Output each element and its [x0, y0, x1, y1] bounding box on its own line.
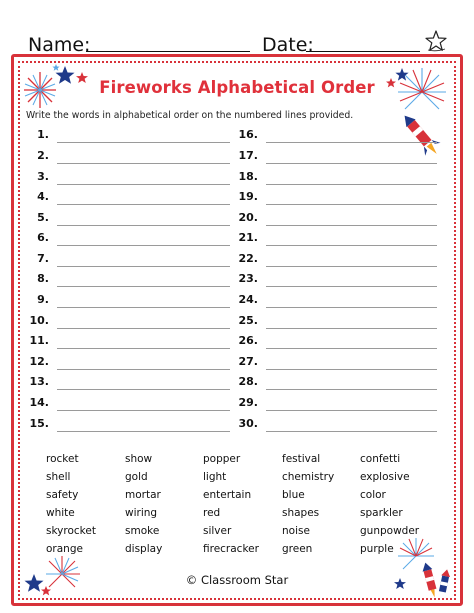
answer-line[interactable] — [238, 314, 437, 332]
word-bank-item: chemistry — [282, 471, 335, 483]
line-number: 30. — [238, 417, 258, 430]
word-bank-item: red — [203, 507, 221, 519]
footer-credit: © Classroom Star — [185, 573, 289, 587]
date-label: Date: — [262, 34, 314, 56]
answer-line[interactable] — [238, 149, 437, 167]
word-bank-item: wiring — [125, 507, 158, 519]
word-bank-item: firecracker — [203, 543, 259, 555]
date-line[interactable] — [306, 51, 420, 52]
line-number: 15. — [29, 417, 49, 430]
line-number: 18. — [238, 170, 258, 183]
line-number: 23. — [238, 272, 258, 285]
word-bank-item: shell — [46, 471, 71, 483]
line-number: 2. — [37, 149, 49, 162]
word-bank-item: confetti — [360, 453, 401, 465]
word-bank-item: color — [360, 489, 386, 501]
word-bank-item: show — [125, 453, 153, 465]
line-number: 20. — [238, 211, 258, 224]
word-bank-item: festival — [282, 453, 321, 465]
word-bank-item: sparkler — [360, 507, 403, 519]
answer-line[interactable] — [37, 170, 230, 188]
answer-line[interactable] — [238, 252, 437, 270]
word-bank-item: gold — [125, 471, 148, 483]
line-number: 29. — [238, 396, 258, 409]
line-number: 6. — [37, 231, 49, 244]
word-bank-item: shapes — [282, 507, 320, 519]
line-number: 24. — [238, 293, 258, 306]
word-bank-item: safety — [46, 489, 79, 501]
line-number: 16. — [238, 128, 258, 141]
line-number: 1. — [37, 128, 49, 141]
word-bank-item: skyrocket — [46, 525, 96, 537]
word-bank-item: blue — [282, 489, 305, 501]
answer-line[interactable] — [238, 272, 437, 290]
line-number: 5. — [37, 211, 49, 224]
name-line[interactable] — [86, 51, 250, 52]
line-number: 8. — [37, 272, 49, 285]
word-bank-item: noise — [282, 525, 310, 537]
answer-line[interactable] — [29, 417, 230, 435]
word-bank-item: orange — [46, 543, 83, 555]
answer-line[interactable] — [29, 375, 230, 393]
answer-line[interactable] — [37, 190, 230, 208]
answer-line[interactable] — [238, 417, 437, 435]
answer-line[interactable] — [238, 375, 437, 393]
line-number: 9. — [37, 293, 49, 306]
word-bank-item: explosive — [360, 471, 410, 483]
answer-line[interactable] — [238, 396, 437, 414]
word-bank-item: white — [46, 507, 75, 519]
instructions: Write the words in alphabetical order on the numbered lines provided. — [26, 110, 354, 121]
line-number: 3. — [37, 170, 49, 183]
line-number: 11. — [29, 334, 49, 347]
answer-line[interactable] — [37, 149, 230, 167]
line-number: 17. — [238, 149, 258, 162]
word-bank-item: display — [125, 543, 163, 555]
answer-line[interactable] — [238, 293, 437, 311]
answer-line[interactable] — [29, 314, 230, 332]
word-bank-item: smoke — [125, 525, 160, 537]
line-number: 13. — [29, 375, 49, 388]
line-number: 28. — [238, 375, 258, 388]
line-number: 27. — [238, 355, 258, 368]
line-number: 22. — [238, 252, 258, 265]
word-bank-item: rocket — [46, 453, 79, 465]
line-number: 12. — [29, 355, 49, 368]
word-bank-item: mortar — [125, 489, 161, 501]
line-number: 26. — [238, 334, 258, 347]
answer-line[interactable] — [29, 355, 230, 373]
page-title: Fireworks Alphabetical Order — [99, 78, 375, 97]
line-number: 19. — [238, 190, 258, 203]
word-bank-item: purple — [360, 543, 394, 555]
answer-line[interactable] — [238, 128, 437, 146]
word-bank-item: gunpowder — [360, 525, 420, 537]
word-bank-item: entertain — [203, 489, 252, 501]
line-number: 10. — [29, 314, 49, 327]
name-label: Name: — [28, 34, 91, 56]
answer-line[interactable] — [37, 128, 230, 146]
word-bank-item: silver — [203, 525, 232, 537]
line-number: 21. — [238, 231, 258, 244]
answer-line[interactable] — [29, 396, 230, 414]
answer-line[interactable] — [238, 355, 437, 373]
answer-line[interactable] — [37, 231, 230, 249]
rocket-icon — [386, 534, 456, 600]
answer-line[interactable] — [238, 334, 437, 352]
answer-line[interactable] — [238, 170, 437, 188]
answer-line[interactable] — [37, 272, 230, 290]
line-number: 7. — [37, 252, 49, 265]
word-bank-item: light — [203, 471, 227, 483]
line-number: 14. — [29, 396, 49, 409]
word-bank-item: green — [282, 543, 313, 555]
answer-line[interactable] — [238, 211, 437, 229]
answer-line[interactable] — [37, 293, 230, 311]
answer-line[interactable] — [238, 231, 437, 249]
answer-line[interactable] — [29, 334, 230, 352]
star-doodle-icon — [424, 30, 448, 52]
answer-line[interactable] — [238, 190, 437, 208]
word-bank-item: popper — [203, 453, 241, 465]
line-number: 25. — [238, 314, 258, 327]
line-number: 4. — [37, 190, 49, 203]
answer-line[interactable] — [37, 211, 230, 229]
answer-line[interactable] — [37, 252, 230, 270]
